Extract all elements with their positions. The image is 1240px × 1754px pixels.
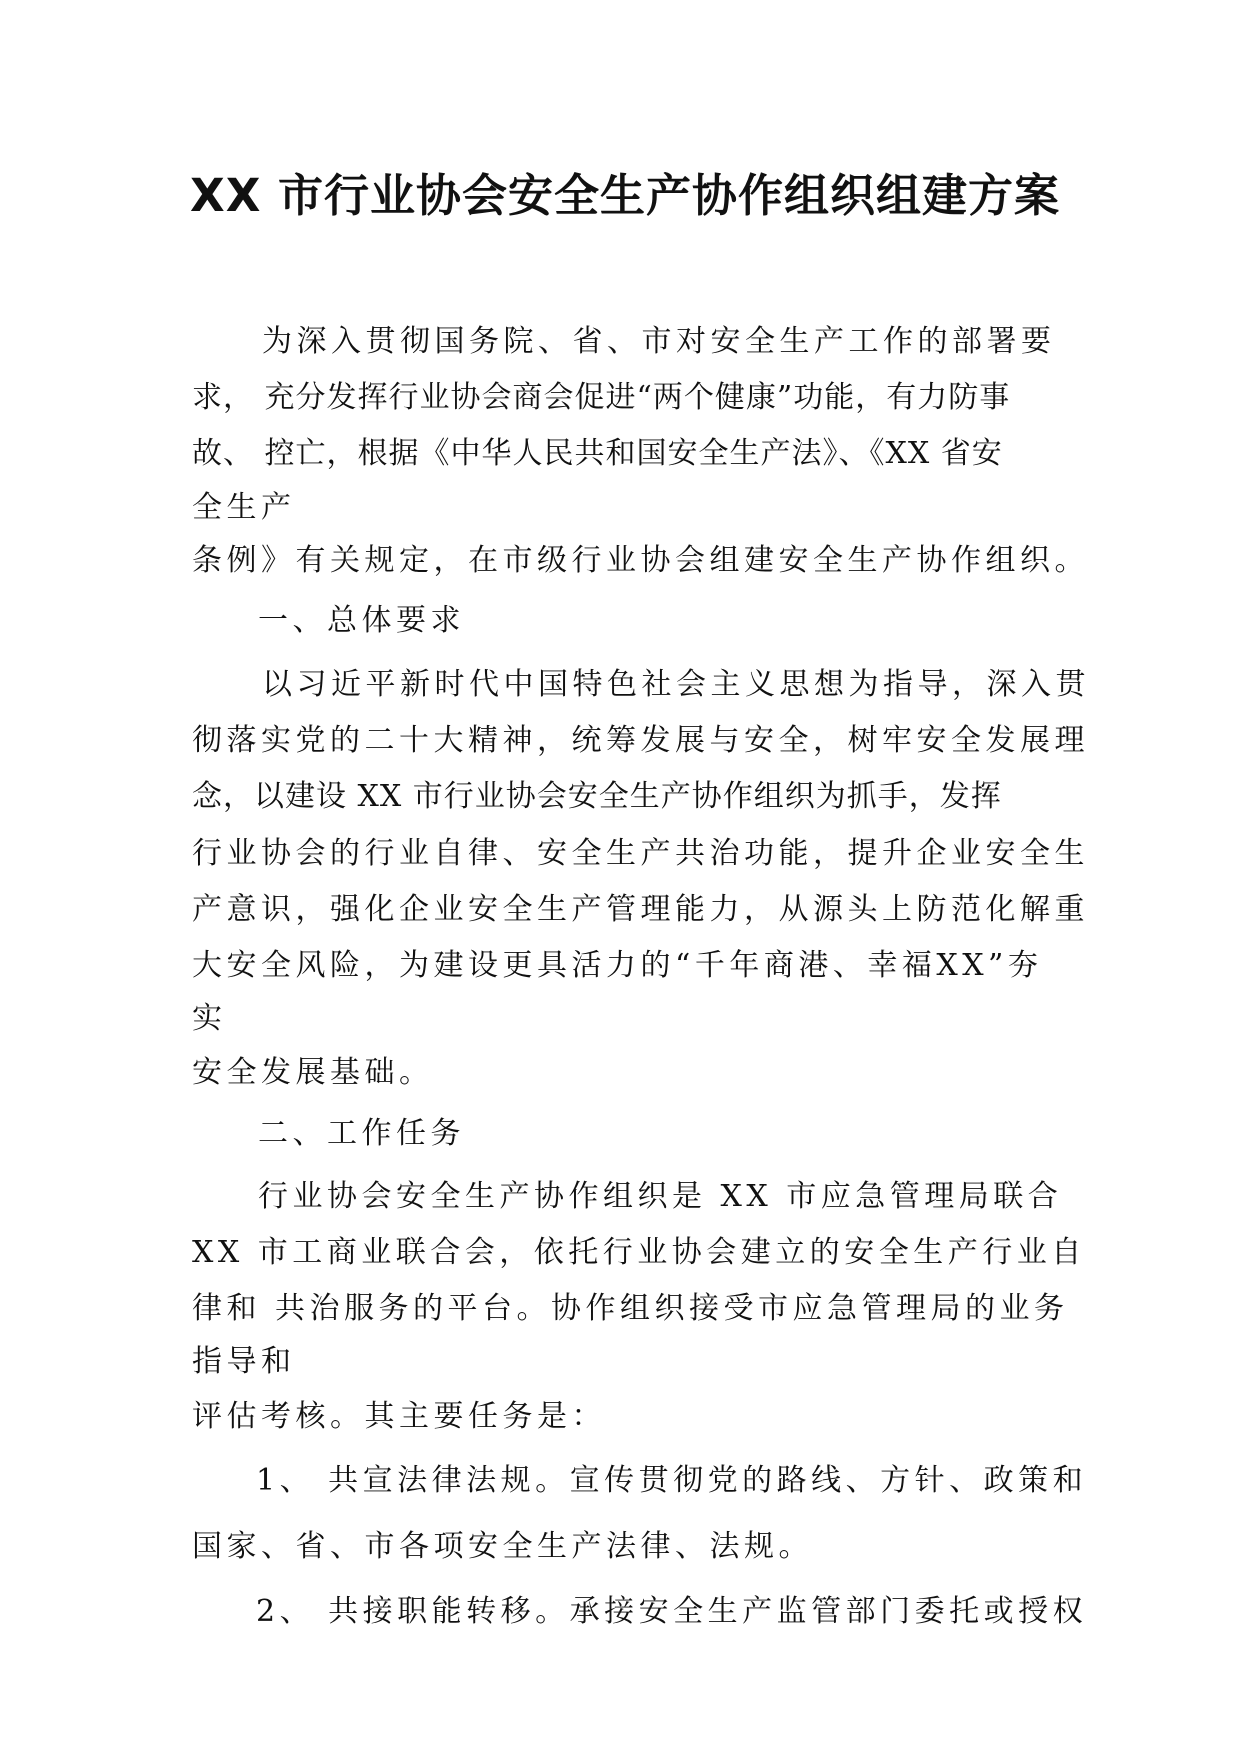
- list-item-line: 1、 共宣法律法规。宣传贯彻党的路线、方针、政策和: [256, 1463, 1088, 1498]
- section-heading: 二、工作任务: [258, 1116, 465, 1151]
- paragraph-line: 实: [192, 1001, 227, 1036]
- section-heading: 一、总体要求: [258, 603, 465, 638]
- paragraph-line: 产意识，强化企业安全生产管理能力，从源头上防范化解重: [192, 892, 1089, 927]
- paragraph-line: 评估考核。其主要任务是：: [192, 1399, 606, 1434]
- paragraph-line: 律和 共治服务的平台。协作组织接受市应急管理局的业务: [192, 1291, 1069, 1326]
- paragraph-line: 行业协会的行业自律、安全生产共治功能，提升企业安全生: [192, 836, 1089, 871]
- paragraph-line: XX 市工商业联合会，依托行业协会建立的安全生产行业自: [192, 1235, 1086, 1270]
- paragraph-line: 故、 控亡，根据《中华人民共和国安全生产法》、《XX 省安: [192, 436, 1003, 471]
- paragraph-line: 安全发展基础。: [192, 1055, 434, 1090]
- paragraph-line: 求， 充分发挥行业协会商会促进“两个健康”功能，有力防事: [192, 380, 1011, 415]
- list-item-line: 国家、省、市各项安全生产法律、法规。: [192, 1529, 813, 1564]
- list-item-line: 2、 共接职能转移。承接安全生产监管部门委托或授权: [256, 1594, 1088, 1629]
- paragraph-line: 指导和: [192, 1344, 296, 1379]
- paragraph-line: 念，以建设 XX 市行业协会安全生产协作组织为抓手，发挥: [192, 779, 1002, 814]
- paragraph-line: 大安全风险，为建设更具活力的“千年商港、幸福XX”夯: [192, 948, 1043, 983]
- paragraph-line: 以习近平新时代中国特色社会主义思想为指导，深入贯: [262, 667, 1090, 702]
- paragraph-line: 全生产: [192, 490, 296, 525]
- document-title: XX 市行业协会安全生产协作组织组建方案: [190, 169, 1061, 222]
- paragraph-line: 条例》有关规定，在市级行业协会组建安全生产协作组织。: [192, 543, 1089, 578]
- paragraph-line: 彻落实党的二十大精神，统筹发展与安全，树牢安全发展理: [192, 723, 1089, 758]
- paragraph-line: 行业协会安全生产协作组织是 XX 市应急管理局联合: [258, 1179, 1063, 1214]
- paragraph-line: 为深入贯彻国务院、省、市对安全生产工作的部署要: [262, 324, 1056, 359]
